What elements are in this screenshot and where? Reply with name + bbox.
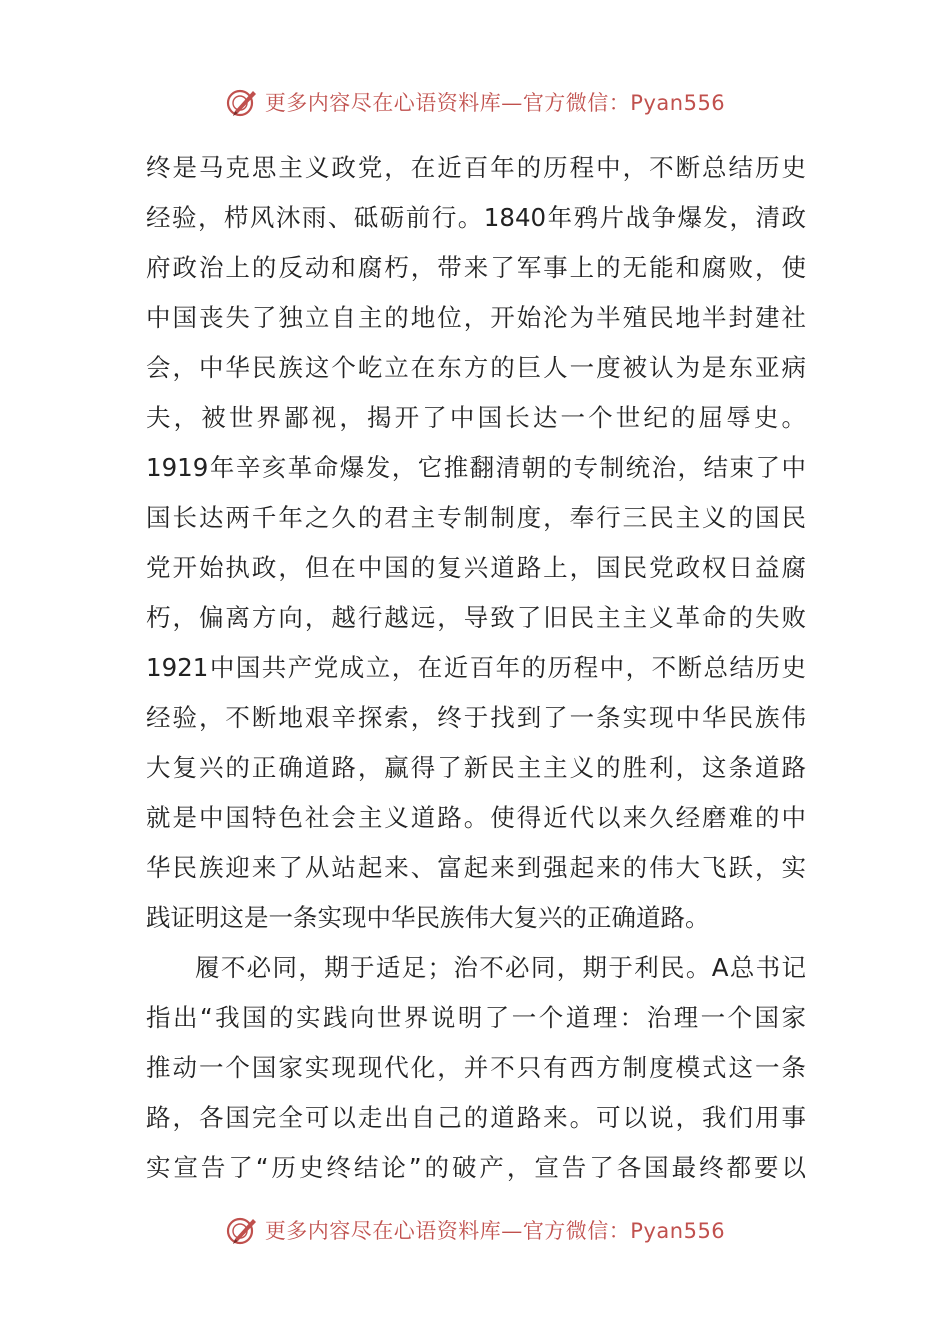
- text-line-3: 府政治上的反动和腐朽，带来了军事上的无能和腐败，使: [146, 253, 806, 282]
- text-line-5: 会，中华民族这个屹立在东方的巨人一度被认为是东亚病: [146, 353, 806, 382]
- text-line-20: 路，各国完全可以走出自己的道路来。可以说，我们用事: [146, 1103, 806, 1132]
- text-line-13: 大复兴的正确道路，赢得了新民主主义的胜利，这条道路: [146, 753, 806, 782]
- text-line-4: 中国丧失了独立自主的地位，开始沦为半殖民地半封建社: [146, 303, 806, 332]
- text-line-15: 华民族迎来了从站起来、富起来到强起来的伟大飞跃，实: [146, 853, 806, 882]
- text-line-8: 国长达两千年之久的君主专制制度，奉行三民主义的国民: [146, 503, 806, 532]
- pen-logo-icon: [225, 85, 259, 119]
- banner-site-text: 更多内容尽在心语资料库—: [264, 1219, 523, 1243]
- text-line-2: 经验，栉风沐雨、砥砺前行。1840年鸦片战争爆发，清政: [146, 203, 806, 232]
- text-line-6: 夫，被世界鄙视，揭开了中国长达一个世纪的屈辱史。: [146, 403, 806, 432]
- banner-text: [265, 87, 725, 117]
- text-line-21: 实宣告了“历史终结论”的破产，宣告了各国最终都要以: [146, 1153, 806, 1182]
- text-line-19: 推动一个国家实现现代化，并不只有西方制度模式这一条: [146, 1053, 806, 1082]
- header-banner: [0, 82, 950, 122]
- banner-text: [265, 1215, 725, 1245]
- text-line-9: 党开始执政，但在中国的复兴道路上，国民党政权日益腐: [146, 553, 806, 582]
- text-line-17: 履不必同，期于适足；治不必同，期于利民。A总书记: [195, 953, 806, 982]
- pen-logo-icon: [225, 1213, 259, 1247]
- text-line-12: 经验，不断地艰辛探索，终于找到了一条实现中华民族伟: [146, 703, 806, 732]
- text-line-18: 指出“我国的实践向世界说明了一个道理：治理一个国家: [146, 1003, 806, 1032]
- banner-site-text: 更多内容尽在心语资料库—: [264, 91, 523, 115]
- footer-banner: [0, 1210, 950, 1250]
- text-line-1: 终是马克思主义政党，在近百年的历程中，不断总结历史: [146, 153, 806, 182]
- text-line-10: 朽，偏离方向，越行越远，导致了旧民主主义革命的失败: [146, 603, 806, 632]
- text-line-7: 1919年辛亥革命爆发，它推翻清朝的专制统治，结束了中: [146, 453, 806, 482]
- text-line-11: 1921中国共产党成立，在近百年的历程中，不断总结历史: [146, 653, 806, 682]
- text-line-14: 就是中国特色社会主义道路。使得近代以来久经磨难的中: [146, 803, 806, 832]
- document-body: [146, 143, 806, 1193]
- text-line-16: 践证明这是一条实现中华民族伟大复兴的正确道路。: [146, 903, 710, 932]
- banner-wechat-text: 官方微信：Pyan556: [522, 1219, 726, 1243]
- banner-wechat-text: 官方微信：Pyan556: [522, 91, 726, 115]
